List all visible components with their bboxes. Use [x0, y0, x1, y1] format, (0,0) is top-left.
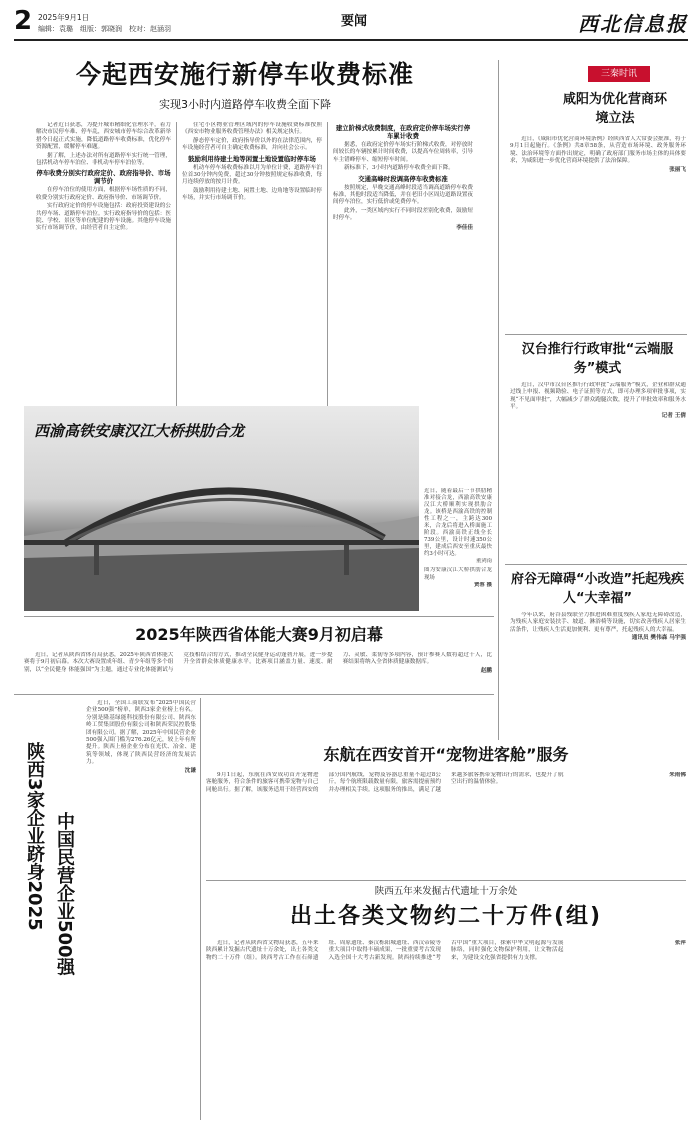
ranking-vertical-title-2: 陕西3家企业跻身2025 — [24, 742, 45, 931]
lead-paragraph: 此外，一类区域内实行不同时段差别化收费，鼓励短时停车。 — [333, 207, 473, 222]
sidebar-byline: 记者 王倩 — [661, 412, 686, 419]
photo-caption: 图为安康汉江大桥拱肋合龙现场 — [424, 567, 492, 581]
photo-text: 近日，随着最后一节拱肋精准对接合龙，西渝高铁安康汉江大桥顺利实现拱肋合龙。该桥是西渝高铁的控制性工程之一，主跨达300米，合龙后将进入桥面施工阶段。西渝高铁正线全长739公里，设计时速350公里，建成后西安至重庆最快约3小时可达。 — [424, 488, 492, 557]
relics-byline: 张萍 — [674, 940, 686, 946]
lead-paragraph: 在停车泊位的使用方面，根据停车场性质的不同，收费分别实行政府定价、政府指导价、市场调节价。 — [36, 187, 171, 201]
lead-paragraph: 住宅小区物业管理区域内的停车设施收费标准按照《西安市物业服务收费管理办法》相关规定执行。 — [182, 122, 322, 136]
airline-byline: 朱雨佛 — [669, 772, 686, 778]
airline-headline: 东航在西安首开“宠物进客舱”服务 — [323, 745, 569, 764]
sidebar-byline: 通讯员 樊伟森 马宇强 — [631, 635, 686, 642]
photo-headline: 西渝高铁安康汉江大桥拱肋合龙 — [34, 422, 245, 440]
sidebar-article-1-text — [510, 136, 686, 286]
lead-byline: 李佳佳 — [456, 224, 473, 231]
editor-credits: 编辑：袁璐 组版：郭晓润 校对：赵涵羽 — [38, 25, 171, 33]
photo-caption-box — [424, 488, 492, 610]
relics-text — [206, 940, 686, 1122]
ranking-byline: 沈谦 — [184, 767, 196, 774]
issue-date: 2025年9月1日 — [38, 13, 90, 22]
relics-headline: 出土各类文物约二十万件(组) — [289, 904, 603, 929]
section-rule — [505, 334, 687, 335]
sidebar-byline: 张丽飞 — [669, 166, 686, 173]
sidebar-label: 三秦时讯 — [588, 66, 650, 82]
ranking-paragraph: 近日，全国工商联发布“2025中国民营企业500强”榜单，陕西3家企业榜上有名。分别是隆基绿能科技股份有限公司、陕西东岭工贸集团股份有限公司和陕西荣民控股集团有限公司。据了解，2025年中国民营企业500强入围门槛为276.26亿元，较上年有所提升。陕西上榜企业分布在光伏、冶金、建筑等领域，体现了陕西民营经济的发展活力。 — [86, 700, 196, 766]
sidebar-paragraph: 今年以来，府谷县残联全力推进困难重度残疾人家庭无障碍改造，为残疾人家庭安装扶手、坡道、淋浴椅等设施，切实改善残疾人居家生活条件，让残疾人生活更加便利、更有尊严，托起残疾人的大幸福。 — [510, 612, 686, 633]
sidebar-article-1-headline: 咸阳为优化营商环境立法 — [562, 92, 667, 126]
lead-paragraph: 按照规定，早晚交通高峰时段适当调高道路停车收费标准，其他时段适当降低，并在老旧小区周边道路设置夜间停车泊位，实行低价或免费停车。 — [333, 184, 473, 206]
section-rule — [505, 564, 687, 565]
relics-paragraph: 近日，记者从陕西省文物局获悉，五年来陕西累计发掘古代遗址十万余处，出土各类文物约二十万件（组）。陕西考古工作在石峁遗址、周原遗址、秦汉栎阳城遗址、西汉帝陵等重大项目中取得丰硕成果，一批重要考古发现入选全国十大考古新发现。陕西持续推进“考古中国”重大项目，探索中华文明起源与发展脉络，同时强化文物保护利用，让文物活起来，为建设文化强省提供有力支撑。 — [206, 940, 564, 961]
sidebar-article-3-headline: 府谷无障碍“小改造”托起残疾人“大幸福” — [510, 572, 685, 606]
section-rule — [24, 616, 494, 617]
ranking-text — [86, 700, 196, 1120]
games-paragraph: 近日，记者从陕西省体育局获悉，2025年陕西省体能大赛将于9月初启幕。本次大赛设置成年组、青少年组等多个组别，以“全民健身 体能强国”为主题，通过专业化体能测试与竞技相结合的方式，推动全民健身运动蓬勃开展，进一步提升全省群众体质健康水平。比赛项目涵盖力量、速度、耐力、灵敏、柔韧等多项内容，预计参赛人数将超过千人，比赛结果将纳入全省体质健康数据库。 — [24, 652, 492, 673]
games-byline: 赵鹏 — [480, 667, 492, 674]
sidebar-article-2-text — [510, 382, 686, 562]
sidebar-article-3-text — [510, 612, 686, 740]
lead-subheading: 交通高峰时段调高停车收费标准 — [358, 174, 448, 183]
lead-subheading: 鼓励利用待建土地等闲置土地设置临时停车场 — [188, 154, 316, 163]
sidebar-article-2-headline: 汉台推行行政审批“云端服务”模式 — [521, 342, 674, 376]
paper-logo: 西北信息报 — [578, 12, 688, 36]
column-divider — [498, 60, 499, 740]
section-rule — [206, 880, 686, 881]
lead-headline: 今起西安施行新停车收费标准 — [75, 60, 414, 89]
airline-paragraph: 9月1日起，东航在西安成功首开宠物进客舱服务，符合条件的旅客可携带宠物与自己同舱出行。据了解，该服务适用于经营西安的部分国内航线，宠物及容器总重量不超过8公斤，每个航班限载数量有限，旅客需提前预约并办理相关手续。这项服务的推出，满足了越来越多旅客携带宠物出行的需求，也提升了航空出行的温情体验。 — [206, 772, 564, 793]
lead-paragraph: 实行政府定价的停车设施包括：政府投资建设的公共停车场、道路停车泊位。实行政府指导价的包括：医院、学校、景区等单位配建的停车设施。其他停车设施实行市场调节价，由经营者自主定价。 — [36, 203, 171, 232]
lead-paragraph: 新标准下，3小时内道路停车收费全面下降。 — [344, 165, 454, 172]
lead-paragraph: 机动车停车场收费标准以月为单位计费，道路停车泊位首30分钟内免费，超过30分钟按照规定标准收费，每月连续停放的按月计费。 — [182, 164, 322, 186]
relics-kicker: 陕西五年来发掘古代遗址十万余处 — [374, 886, 518, 897]
games-headline: 2025年陕西省体能大赛9月初启幕 — [135, 625, 383, 644]
lead-paragraph: 鼓励利用待建土地、闲置土地、边角地等设置临时停车场，并实行市场调节价。 — [182, 187, 322, 202]
bridge-photo — [24, 406, 419, 611]
lead-subheading: 停车收费分别实行政府定价、政府指导价、市场调节价 — [36, 169, 171, 186]
lead-paragraph: 静态停车定价，政府指导价以外的在法律范围内，停车设施经营者可自主确定收费标准，并向社会公示。 — [182, 137, 322, 152]
lead-paragraph: 据了解，上述办法对所有道路停车实行统一管理，包括机动车停车泊位、非机动车停车泊位等。 — [36, 152, 171, 167]
masthead-rule — [14, 39, 688, 41]
photo-credit: 董剑南 — [475, 558, 492, 564]
airline-text — [206, 772, 686, 872]
lead-paragraph: 记者近日获悉，为提升城市精细化管理水平，着力解决市民停车难、停车乱，西安城市停车综合改革新举措今日起正式实施，降低道路停车收费标准，优化停车资源配置，缓解停车难题。 — [36, 122, 171, 151]
sidebar-paragraph: 近日，《咸阳市优化营商环境条例》经陕西省人大常委会批准，将于9月1日起施行。《条例》共8章58条，从营造市场环境、政务服务环境、法治环境等方面作出规定，明确了政府部门服务市场主体的具体要求，为咸阳进一步优化营商环境提供了法治保障。 — [510, 136, 686, 165]
section-rule — [14, 694, 494, 695]
sidebar-paragraph: 近日，汉中市汉台区推行行政审批“云端服务”模式，企业和群众通过线上申报、视频勘验、电子证照等方式，即可办理多项审批事项，实现“不见面审批”，大幅减少了群众跑腿次数，提升了审批效率和服务水平。 — [510, 382, 686, 411]
masthead — [14, 6, 688, 46]
ranking-vertical-title-1: 中国民营企业500强 — [54, 812, 75, 976]
lead-paragraph: 据悉，在政府定价停车场实行阶梯式收费，对停放时间较长的车辆按累计时间收费，以提高车位周转率，引导车主错峰停车、缩短停车时间。 — [333, 142, 473, 163]
lead-subheading: 建立阶梯式收费制度，在政府定价停车场实行停车累计收费 — [335, 124, 471, 140]
lead-subheadline: 实现3小时内道路停车收费全面下降 — [159, 98, 331, 111]
photo-author: 贾蓉 摄 — [473, 582, 492, 589]
column-divider — [200, 698, 201, 1120]
games-text — [24, 652, 492, 690]
page-number: 2 — [14, 6, 33, 36]
section-name: 要闻 — [340, 14, 367, 29]
